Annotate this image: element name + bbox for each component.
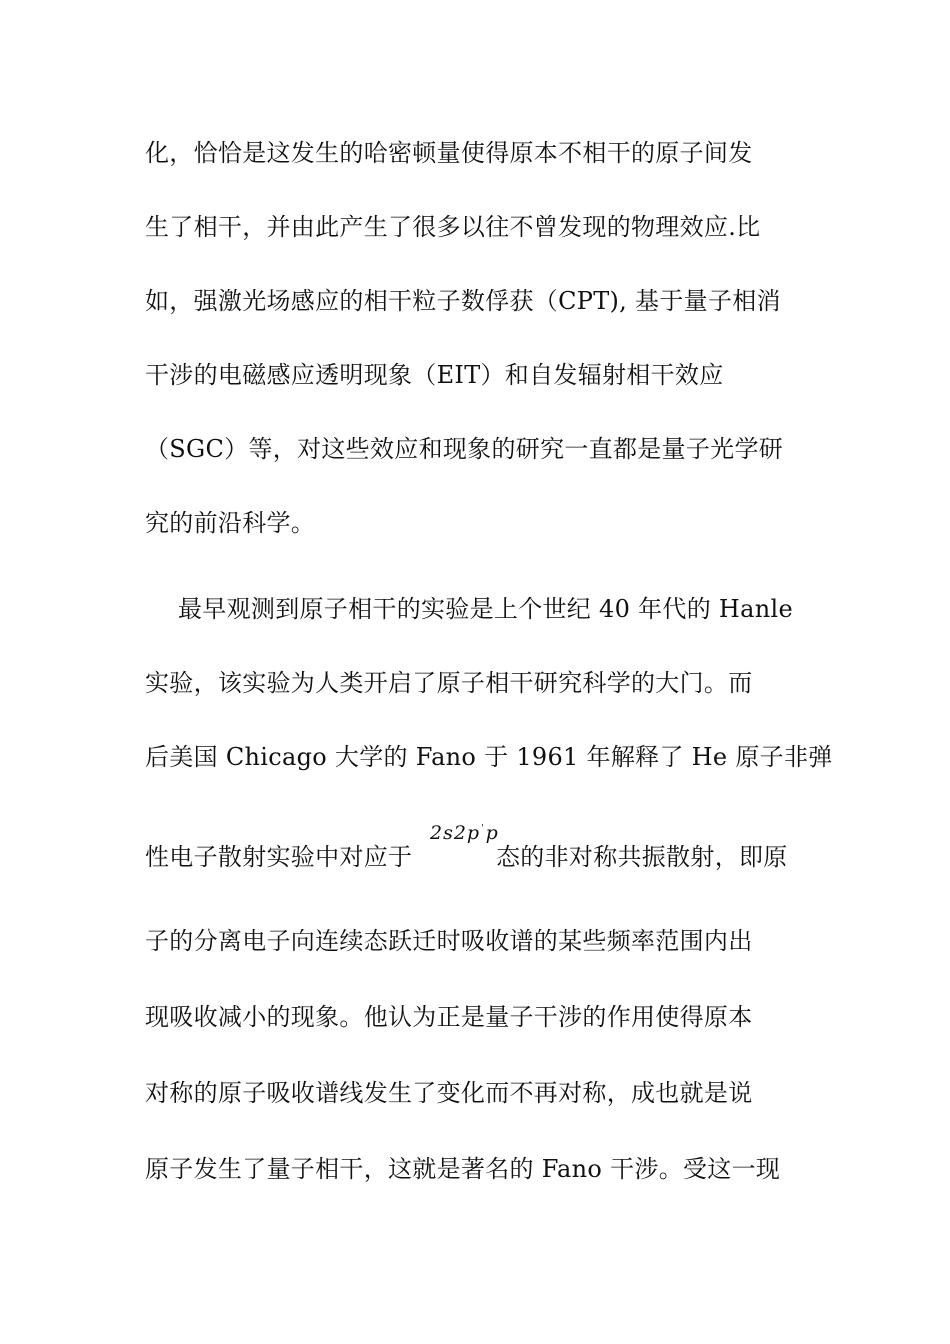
text-line: 后美国 Chicago 大学的 Fano 于 1961 年解释了 He 原子非弹 [145, 743, 833, 771]
formula-prime: ' [481, 824, 485, 834]
formula-tail: p [485, 822, 499, 844]
text-line: 化，恰恰是这发生的哈密顿量使得原本不相干的原子间发 [145, 139, 753, 167]
text-line: （SGC）等，对这些效应和现象的研究一直都是量子光学研 [145, 435, 784, 463]
text-line: 干涉的电磁感应透明现象（EIT）和自发辐射相干效应 [145, 361, 724, 389]
text-line: 究的前沿科学。 [145, 509, 316, 537]
text-line: 对称的原子吸收谱线发生了变化而不再对称，成也就是说 [145, 1079, 753, 1107]
formula-base: 2s2p [430, 822, 481, 844]
text-line: 性电子散射实验中对应于 [145, 843, 413, 871]
text-line: 实验，该实验为人类开启了原子相干研究科学的大门。而 [145, 669, 753, 697]
text-line: 态的非对称共振散射，即原 [496, 843, 788, 871]
text-line: 最早观测到原子相干的实验是上个世纪 40 年代的 Hanle [178, 595, 793, 623]
text-line: 原子发生了量子相干，这就是著名的 Fano 干涉。受这一现 [145, 1155, 781, 1183]
text-line: 生了相干，并由此产生了很多以往不曾发现的物理效应.比 [145, 213, 761, 241]
text-line: 如，强激光场感应的相干粒子数俘获（CPT), 基于量子相消 [145, 287, 781, 315]
text-line: 现吸收减小的现象。他认为正是量子干涉的作用使得原本 [145, 1003, 753, 1031]
text-line: 子的分离电子向连续态跃迁时吸收谱的某些频率范围内出 [145, 927, 753, 955]
formula-2s2pp [430, 822, 499, 844]
